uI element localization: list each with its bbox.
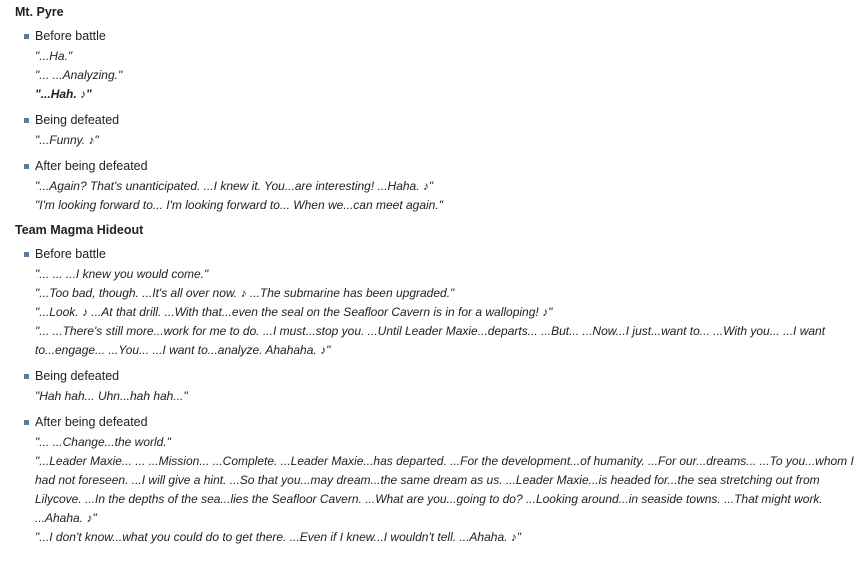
bullet-square-icon (24, 374, 29, 379)
section-title-mt-pyre: Mt. Pyre (15, 5, 64, 19)
block-being-defeated (35, 368, 855, 406)
dialogue-line: "...I don't know...what you could do to get there. ...Even if I knew...I wouldn't tell. ...Ahaha. ♪" (35, 530, 522, 544)
dialogue-line: "I'm looking forward to... I'm looking forward to... When we...can meet again." (35, 198, 443, 212)
bullet-square-icon (24, 118, 29, 123)
dialogue-line: "...Leader Maxie... ... ...Mission... ...Complete. ...Leader Maxie...has departed. ...For the development...of humanity. ...For our...dreams... ...To you...whom I had not foreseen. ...I will give a hint. ...So that you...may dream...the same dream as us. ...Leader Maxie...is headed for...the sea stretching out from Lilycove. ...In the depths of the sea...lies the Seafloor Cavern. ...What are you...going to do? ...Looking around...in seaside towns. ...That might work. ...Ahaha. ♪" (35, 454, 854, 525)
block-heading: After being defeated (35, 415, 148, 429)
block-heading: Before battle (35, 247, 106, 261)
dialogue-line: "...Ha." (35, 49, 73, 63)
block-heading: Being defeated (35, 369, 120, 383)
bullet-square-icon (24, 164, 29, 169)
block-being-defeated (35, 112, 855, 150)
dialogue-line: "... ...Analyzing." (35, 68, 123, 82)
block-heading: Being defeated (35, 113, 120, 127)
bullet-square-icon (24, 252, 29, 257)
dialogue-line: "...Too bad, though. ...It's all over now. ♪ ...The submarine has been upgraded." (35, 286, 455, 300)
dialogue-line: "...Hah. ♪" (35, 87, 92, 101)
dialogue-line: "Hah hah... Uhn...hah hah..." (35, 389, 188, 403)
section-title-team-magma-hideout: Team Magma Hideout (15, 223, 144, 237)
block-heading: After being defeated (35, 159, 148, 173)
dialogue-line: "... ... ...I knew you would come." (35, 267, 209, 281)
dialogue-line: "... ...There's still more...work for me to do. ...I must...stop you. ...Until Leader Maxie...departs... ...But... ...Now...I just...want to... ...With you... ...I want to...engage... ...You... ...I want to...analyze. Ahahaha. ♪" (35, 324, 826, 357)
dialogue-line: "...Funny. ♪" (35, 133, 99, 147)
block-heading: Before battle (35, 29, 106, 43)
block-after-being-defeated (35, 414, 855, 547)
dialogue-page (15, 4, 855, 547)
bullet-square-icon (24, 34, 29, 39)
block-before-battle (35, 246, 855, 360)
dialogue-line: "...Look. ♪ ...At that drill. ...With that...even the seal on the Seafloor Cavern is in for a walloping! ♪" (35, 305, 553, 319)
dialogue-line: "...Again? That's unanticipated. ...I knew it. You...are interesting! ...Haha. ♪" (35, 179, 434, 193)
dialogue-line: "... ...Change...the world." (35, 435, 171, 449)
block-before-battle (35, 28, 855, 104)
block-after-being-defeated (35, 158, 855, 215)
bullet-square-icon (24, 420, 29, 425)
